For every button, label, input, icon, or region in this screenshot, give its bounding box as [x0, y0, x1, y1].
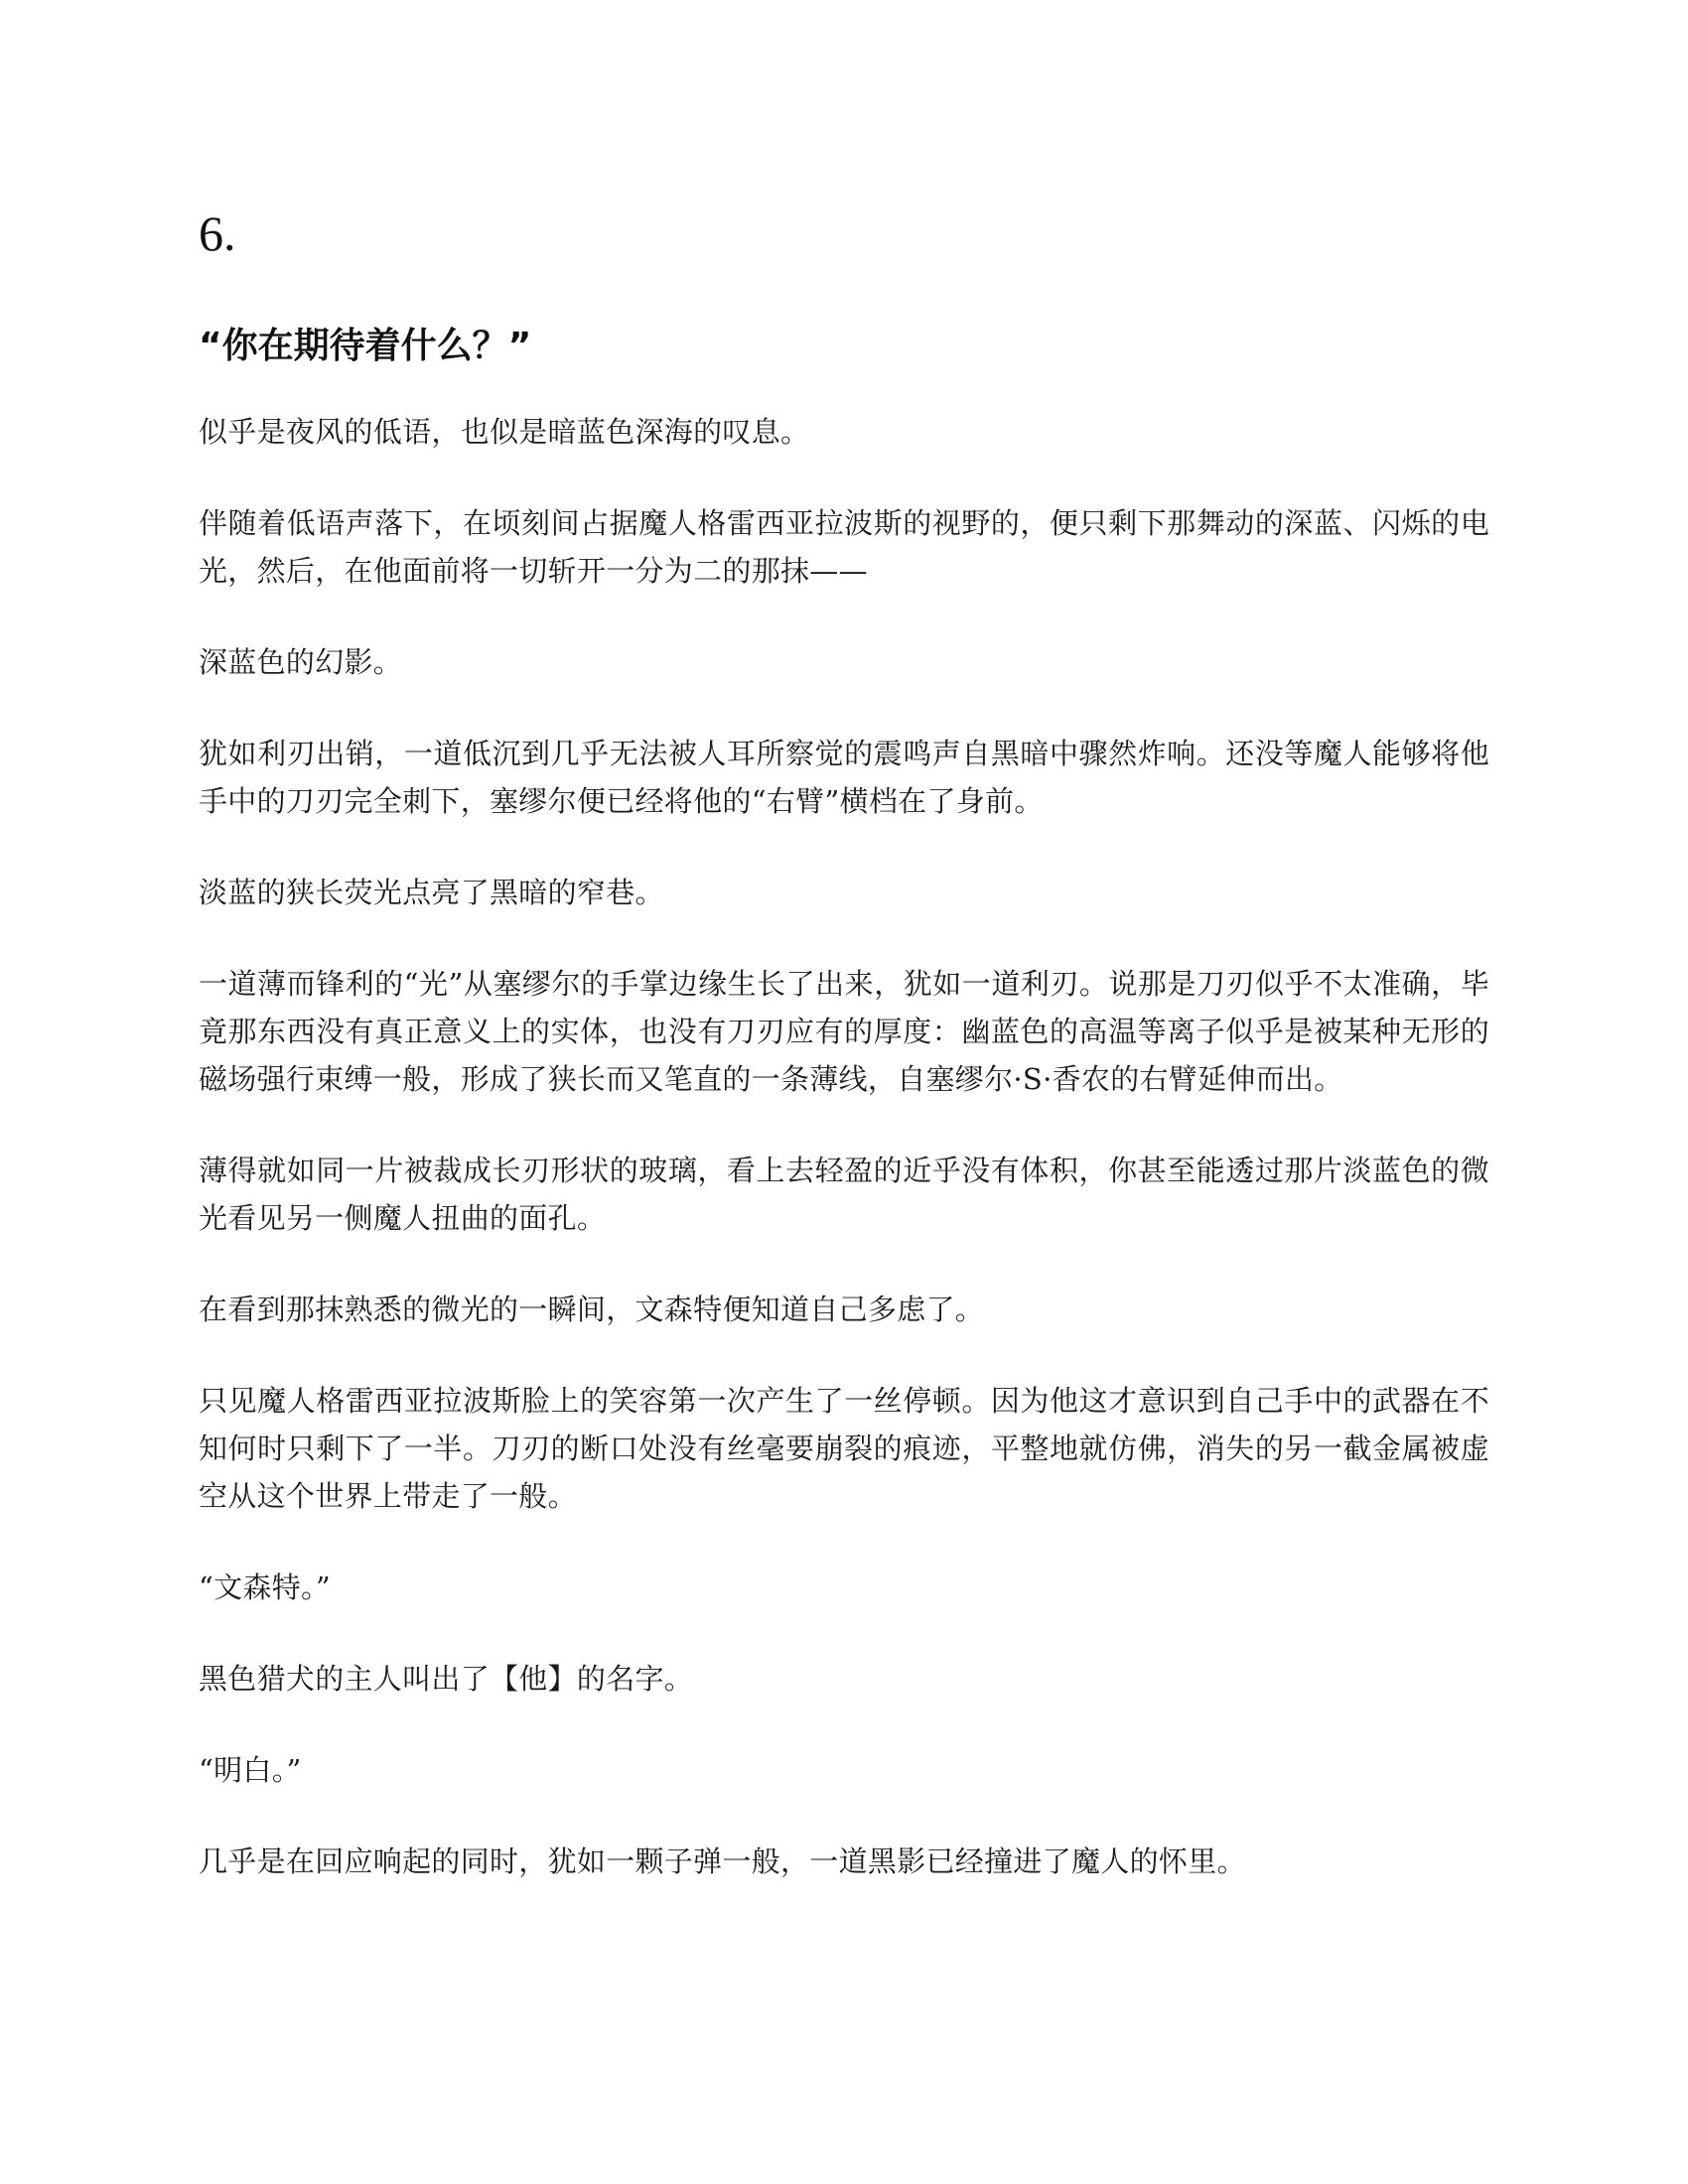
- paragraph: 在看到那抹熟悉的微光的一瞬间，文森特便知道自己多虑了。: [199, 1293, 985, 1326]
- paragraph: 伴随着低语声落下，在顷刻间占据魔人格雷西亚拉波斯的视野的，便只剩下那舞动的深蓝、闪烁的电光，然后，在他面前将一切斩开一分为二的那抹——: [199, 506, 1489, 588]
- paragraph: 一道薄而锋利的“光”从塞缪尔的手掌边缘生长了出来，犹如一道利刃。说那是刀刃似乎不太准确，毕竟那东西没有真正意义上的实体，也没有刀刃应有的厚度：幽蓝色的高温等离子似乎是被某种无形的磁场强行束缚一般，形成了狭长而又笔直的一条薄线，自塞缪尔·S·香农的右臂延伸而出。: [199, 967, 1489, 1096]
- page-content: [199, 204, 1489, 1929]
- paragraph: 深蓝色的幻影。: [199, 645, 403, 679]
- paragraph: “文森特。”: [199, 1570, 331, 1604]
- paragraph: 犹如利刃出销，一道低沉到几乎无法被人耳所察觉的震鸣声自黑暗中骤然炸响。还没等魔人能够将他手中的刀刃完全刺下，塞缪尔便已经将他的“右臂”横档在了身前。: [199, 737, 1489, 818]
- paragraph: 黑色猎犬的主人叫出了【他】的名字。: [199, 1662, 694, 1696]
- paragraph: 淡蓝的狭长荧光点亮了黑暗的窄巷。: [199, 876, 664, 909]
- body-text: [199, 408, 1489, 1885]
- paragraph: 几乎是在回应响起的同时，犹如一颗子弹一般，一道黑影已经撞进了魔人的怀里。: [199, 1844, 1246, 1878]
- chapter-number: 6.: [199, 205, 236, 261]
- chapter-title: “你在期待着什么？”: [199, 326, 532, 366]
- paragraph: 薄得就如同一片被裁成长刃形状的玻璃，看上去轻盈的近乎没有体积，你甚至能透过那片淡蓝色的微光看见另一侧魔人扭曲的面孔。: [199, 1154, 1489, 1235]
- paragraph: “明白。”: [199, 1753, 302, 1787]
- paragraph: 似乎是夜风的低语，也似是暗蓝色深海的叹息。: [199, 415, 810, 449]
- paragraph: 只见魔人格雷西亚拉波斯脸上的笑容第一次产生了一丝停顿。因为他这才意识到自己手中的武器在不知何时只剩下了一半。刀刃的断口处没有丝毫要崩裂的痕迹，平整地就仿佛，消失的另一截金属被虚空从这个世界上带走了一般。: [199, 1384, 1489, 1513]
